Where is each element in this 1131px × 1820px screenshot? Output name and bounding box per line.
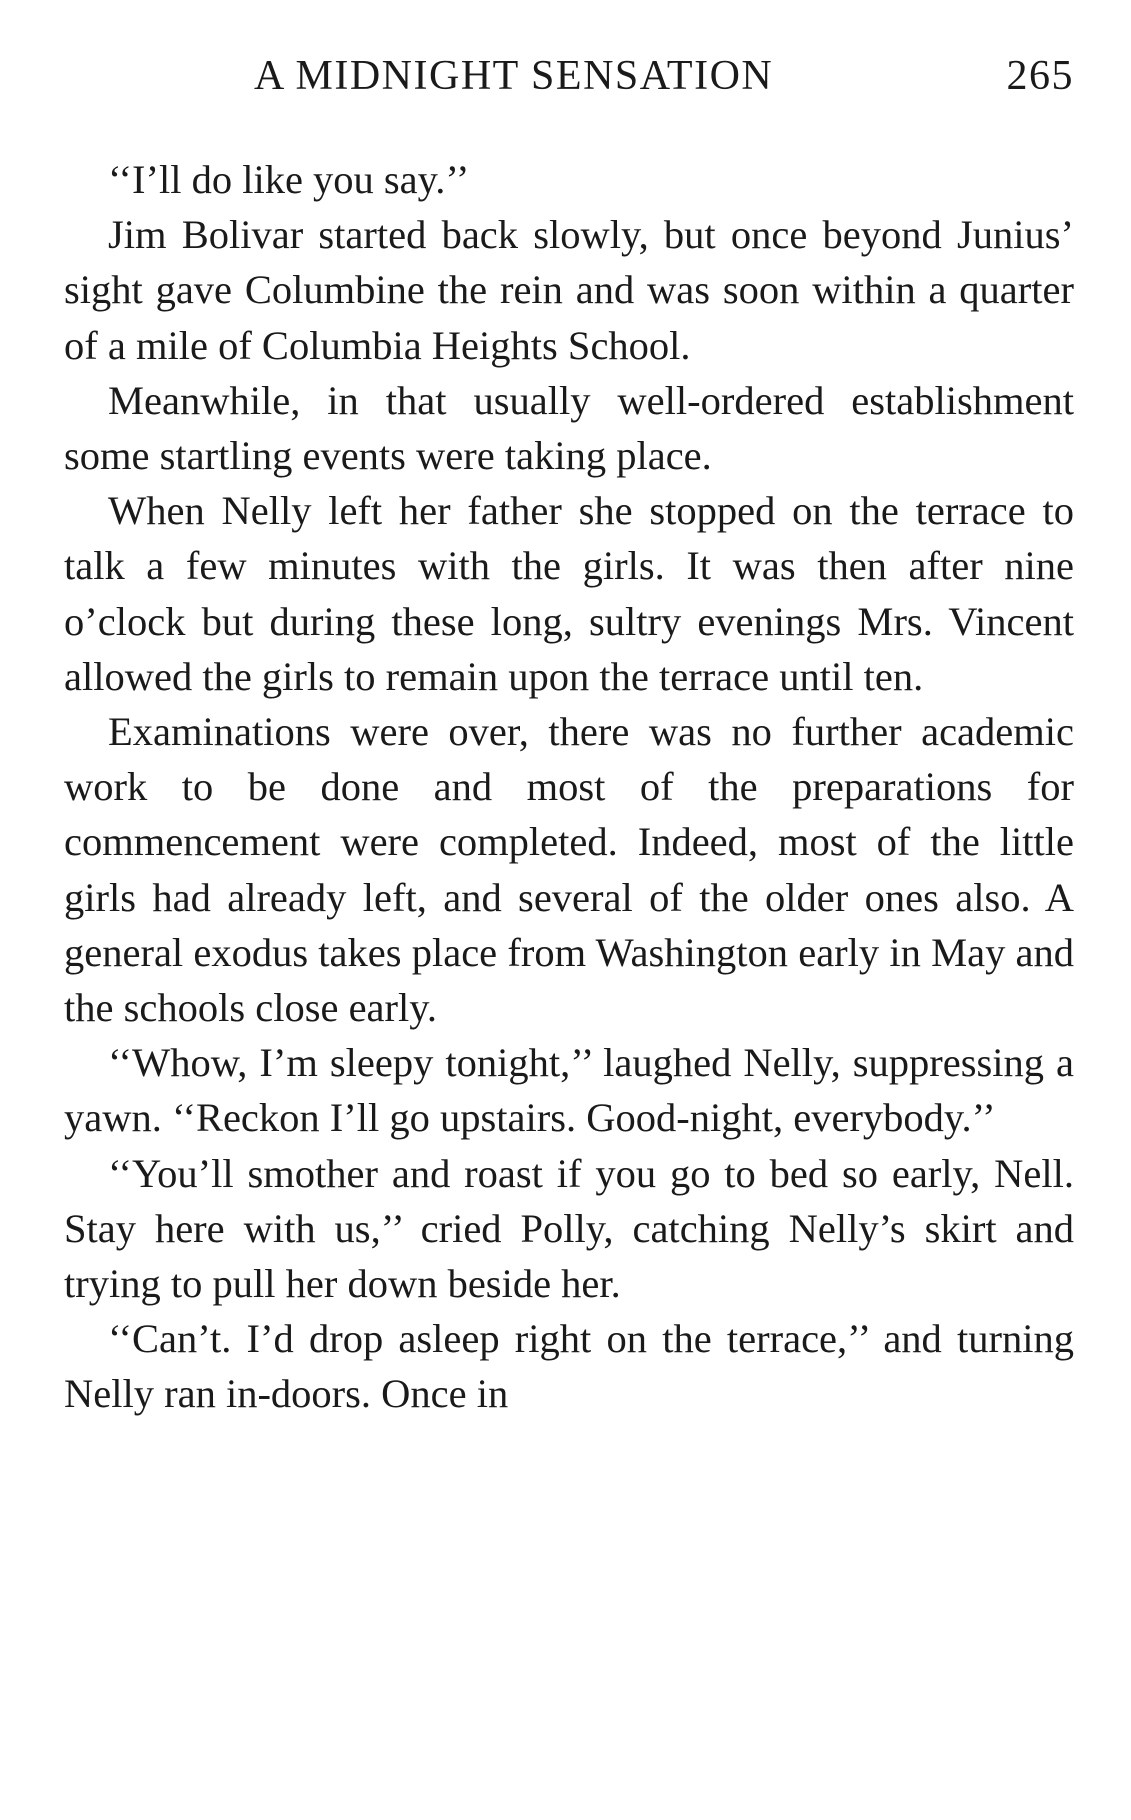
paragraph: ‘‘Can’t. I’d drop asleep right on the terrace,’’ and turning Nelly ran in-doors. Once in <box>64 1316 1074 1417</box>
running-head <box>64 52 1074 112</box>
body-text <box>64 152 1074 1422</box>
running-title: A MIDNIGHT SENSATION <box>254 53 774 99</box>
paragraph: ‘‘I’ll do like you say.’’ <box>108 157 470 202</box>
paragraph: ‘‘You’ll smother and roast if you go to bed so early, Nell. Stay here with us,’’ cried Polly, catching Nelly’s skirt and trying to pull her down beside her. <box>64 1150 1074 1307</box>
paragraph: Examinations were over, there was no further academic work to be done and most of the preparations for commencement were completed. Indeed, most of the little girls had already left, and several of the older ones also. A general exodus takes place from Washington early in May and the schools close early. <box>64 709 1074 1031</box>
paragraph: Meanwhile, in that usually well-ordered establishment some startling events were taking place. <box>64 377 1074 479</box>
paragraph: ‘‘Whow, I’m sleepy tonight,’’ laughed Nelly, suppressing a yawn. ‘‘Reckon I’ll go upstairs. Good-night, everybody.’’ <box>64 1040 1074 1141</box>
paragraph: When Nelly left her father she stopped on the terrace to talk a few minutes with the girls. It was then after nine o’clock but during these long, sultry evenings Mrs. Vincent allowed the girls to remain upon the terrace until ten. <box>64 488 1074 699</box>
page-number: 265 <box>1006 53 1074 99</box>
paragraph: Jim Bolivar started back slowly, but once beyond Junius’ sight gave Columbine the rein and was soon within a quarter of a mile of Columbia Heights School. <box>64 212 1074 368</box>
